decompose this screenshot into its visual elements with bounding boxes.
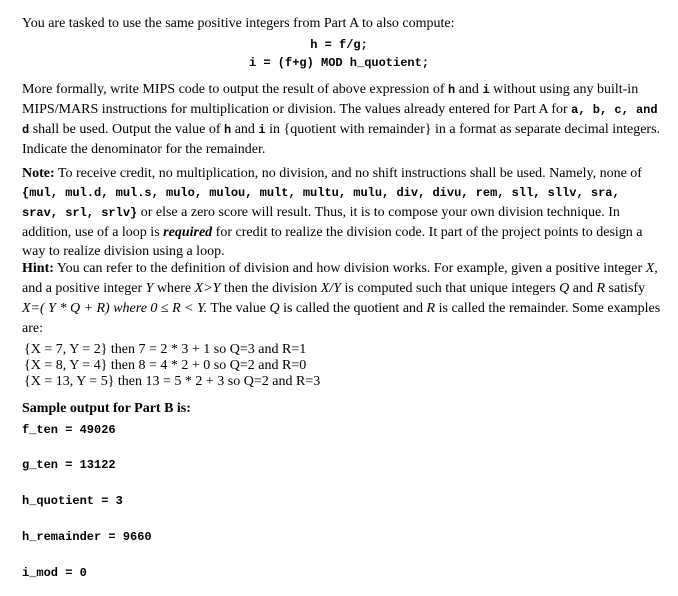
output-f-ten: f_ten = 49026 [22, 423, 116, 437]
hint-label: Hint: [22, 261, 54, 276]
output-h-remainder: h_remainder = 9660 [22, 530, 152, 544]
example-3: {X = 13, Y = 5} then 13 = 5 * 2 + 3 so Q=2 and R=3 [24, 374, 321, 389]
output-h-quotient: h_quotient = 3 [22, 494, 123, 508]
output-g-ten: g_ten = 13122 [22, 458, 116, 472]
note-label: Note: [22, 166, 55, 181]
formula-h: h = f/g; [310, 38, 368, 52]
output-i-mod: i_mod = 0 [22, 566, 87, 580]
example-2: {X = 8, Y = 4} then 8 = 4 * 2 + 0 so Q=2 and R=0 [24, 358, 307, 373]
sample-heading: Sample output for Part B is: [22, 401, 191, 416]
example-1: {X = 7, Y = 2} then 7 = 2 * 3 + 1 so Q=3 and R=1 [24, 342, 307, 357]
paragraph-note: Note: To receive credit, no multiplication, no division, and no shift instructions shall be used. Namely, none of {mul, mul.d, mul.s, mulo, mulou, mult, multu, mulu, div, divu, rem, sll, sllv, sra, srav, srl, srlv} or else a zero score will result. Thus, it is to compose your own division technique. In addition, use of a loop is required for credit to realize the division code. It part of the project points to design a way to realize division using a loop. [22, 166, 643, 259]
intro-text: You are tasked to use the same positive integers from Part A to also compute: [22, 16, 455, 31]
paragraph-hint: Hint: You can refer to the definition of division and how division works. For example, given a positive integer X, and a positive integer Y where X>Y then the division X/Y is computed such that unique integers Q and R satisfy X=( Y * Q + R) where 0 ≤ R < Y. The value Q is called the quotient and R is called the remainder. Some examples are: [22, 261, 661, 336]
forbidden-instructions: {mul, mul.d, mul.s, mulo, mulou, mult, multu, mulu, div, divu, rem, sll, sllv, sra, srav, srl, srlv} [22, 186, 620, 220]
formula-i: i = (f+g) MOD h_quotient; [248, 56, 430, 70]
paragraph-formal: More formally, write MIPS code to output the result of above expression of h and i without using any built-in MIPS/MARS instructions for multiplication or division. The values already entered for Part A for a, b, c, and d shall be used. Output the value of h and i in {quotient with remainder} in a format as separate decimal integers. Indicate the denominator for the remainder. [22, 82, 661, 157]
